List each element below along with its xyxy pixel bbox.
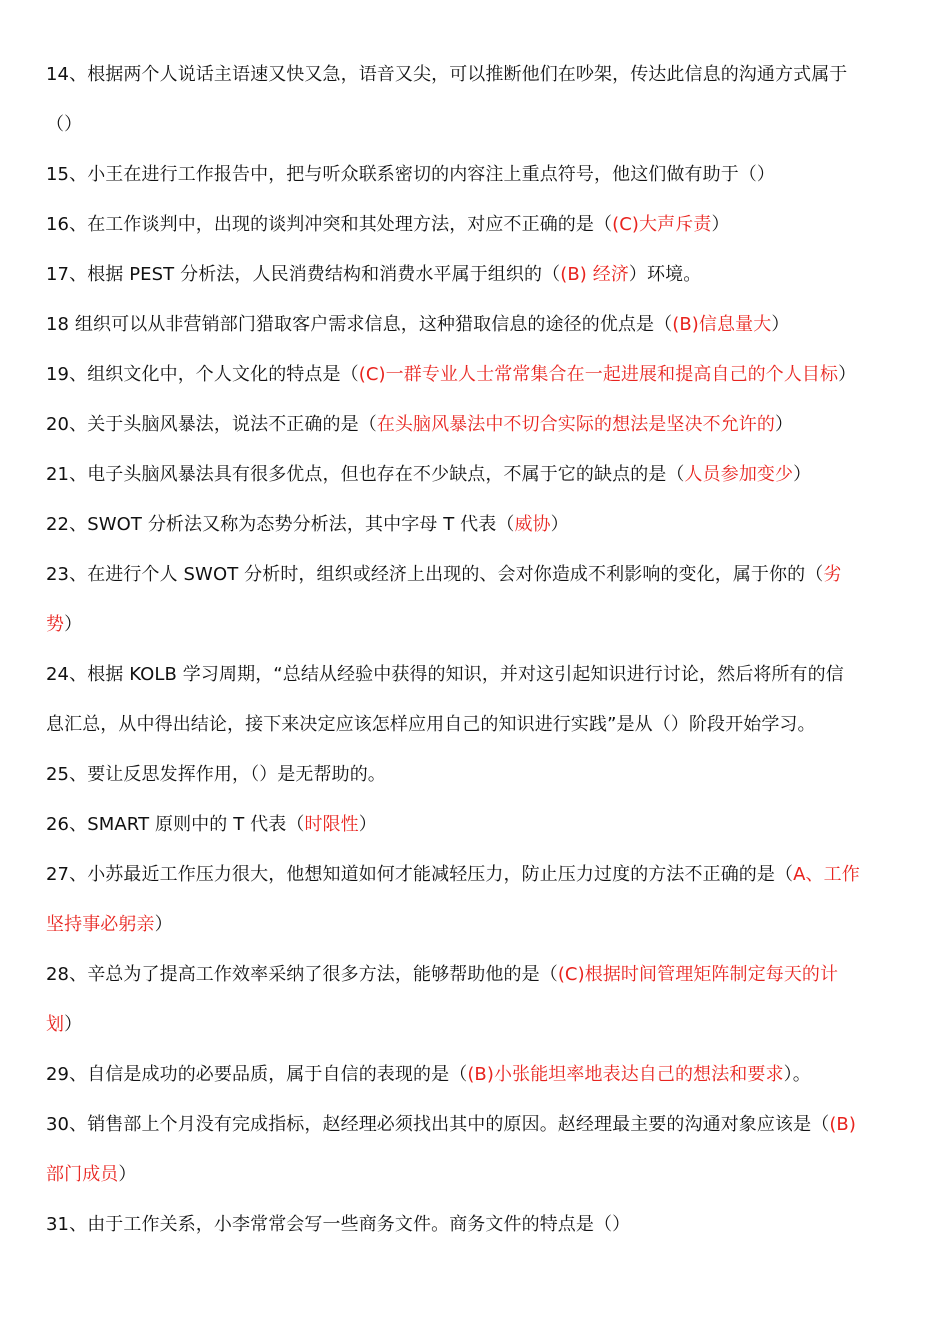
question-30-line-2: 部门成员） bbox=[46, 1164, 137, 1185]
question-28-line-1: 28、辛总为了提高工作效率采纳了很多方法，能够帮助他的是（(C)根据时间管理矩阵制定每天的计 bbox=[46, 964, 839, 985]
question-14-line-2: （） bbox=[46, 114, 83, 135]
answer-text: (B)小张能坦率地表达自己的想法和要求 bbox=[467, 1064, 784, 1085]
question-26: 26、SMART 原则中的 T 代表（时限性） bbox=[46, 814, 377, 835]
question-16: 16、在工作谈判中，出现的谈判冲突和其处理方法，对应不正确的是（(C)大声斥责） bbox=[46, 214, 730, 235]
question-27-line-1: 27、小苏最近工作压力很大，他想知道如何才能减轻压力，防止压力过度的方法不正确的是（A、工作 bbox=[46, 864, 860, 885]
question-28-line-2: 划） bbox=[46, 1014, 83, 1035]
answer-text: 时限性 bbox=[304, 814, 359, 835]
answer-text: 在头脑风暴法中不切合实际的想法是坚决不允许的 bbox=[376, 414, 776, 435]
answer-text: 威协 bbox=[514, 514, 551, 535]
question-15: 15、小王在进行工作报告中，把与听众联系密切的内容注上重点符号，他这们做有助于（） bbox=[46, 164, 775, 185]
question-21: 21、电子头脑风暴法具有很多优点，但也存在不少缺点，不属于它的缺点的是（人员参加变少） bbox=[46, 464, 812, 485]
question-22: 22、SWOT 分析法又称为态势分析法，其中字母 T 代表（威协） bbox=[46, 514, 569, 535]
answer-text: 划 bbox=[46, 1014, 65, 1035]
question-23-line-1: 23、在进行个人 SWOT 分析时，组织或经济上出现的、会对你造成不利影响的变化，属于你的（劣 bbox=[46, 564, 842, 585]
answer-text: (C)大声斥责 bbox=[612, 214, 712, 235]
answer-text: 坚持事必躬亲 bbox=[46, 914, 155, 935]
question-19: 19、组织文化中，个人文化的特点是（(C)一群专业人士常常集合在一起进展和提高自己的个人目标） bbox=[46, 364, 857, 385]
question-23-line-2: 势） bbox=[46, 614, 83, 635]
question-25: 25、要让反思发挥作用，（）是无帮助的。 bbox=[46, 764, 386, 785]
answer-text: 人员参加变少 bbox=[684, 464, 794, 485]
question-24-line-1: 24、根据 KOLB 学习周期，“总结从经验中获得的知识，并对这引起知识进行讨论，然后将所有的信 bbox=[46, 664, 844, 685]
question-27-line-2: 坚持事必躬亲） bbox=[46, 914, 173, 935]
answer-text: (C)一群专业人士常常集合在一起进展和提高自己的个人目标 bbox=[358, 364, 839, 385]
question-20: 20、关于头脑风暴法，说法不正确的是（在头脑风暴法中不切合实际的想法是坚决不允许的） bbox=[46, 414, 794, 435]
question-18: 18 组织可以从非营销部门猎取客户需求信息，这种猎取信息的途径的优点是（(B)信息量大） bbox=[46, 314, 790, 335]
answer-text: (B) bbox=[829, 1114, 857, 1135]
question-31: 31、由于工作关系，小李常常会写一些商务文件。商务文件的特点是（） bbox=[46, 1214, 631, 1235]
answer-text: 劣 bbox=[823, 564, 842, 585]
question-14-line-1: 14、根据两个人说话主语速又快又急，语音又尖，可以推断他们在吵架，传达此信息的沟通方式属于 bbox=[46, 64, 848, 85]
question-17: 17、根据 PEST 分析法，人民消费结构和消费水平属于组织的（(B) 经济）环境。 bbox=[46, 264, 702, 285]
answer-text: A、工作 bbox=[793, 864, 860, 885]
answer-text: 势 bbox=[46, 614, 65, 635]
question-30-line-1: 30、销售部上个月没有完成指标，赵经理必须找出其中的原因。赵经理最主要的沟通对象应该是（(B) bbox=[46, 1114, 857, 1135]
answer-text: (C)根据时间管理矩阵制定每天的计 bbox=[557, 964, 839, 985]
answer-text: 部门成员 bbox=[46, 1164, 119, 1185]
question-29: 29、自信是成功的必要品质，属于自信的表现的是（(B)小张能坦率地表达自己的想法和要求）。 bbox=[46, 1064, 811, 1085]
answer-text: (B)信息量大 bbox=[672, 314, 772, 335]
answer-text: (B) 经济 bbox=[560, 264, 629, 285]
question-24-line-2: 息汇总，从中得出结论，接下来决定应该怎样应用自己的知识进行实践”是从（）阶段开始学习。 bbox=[46, 714, 816, 735]
